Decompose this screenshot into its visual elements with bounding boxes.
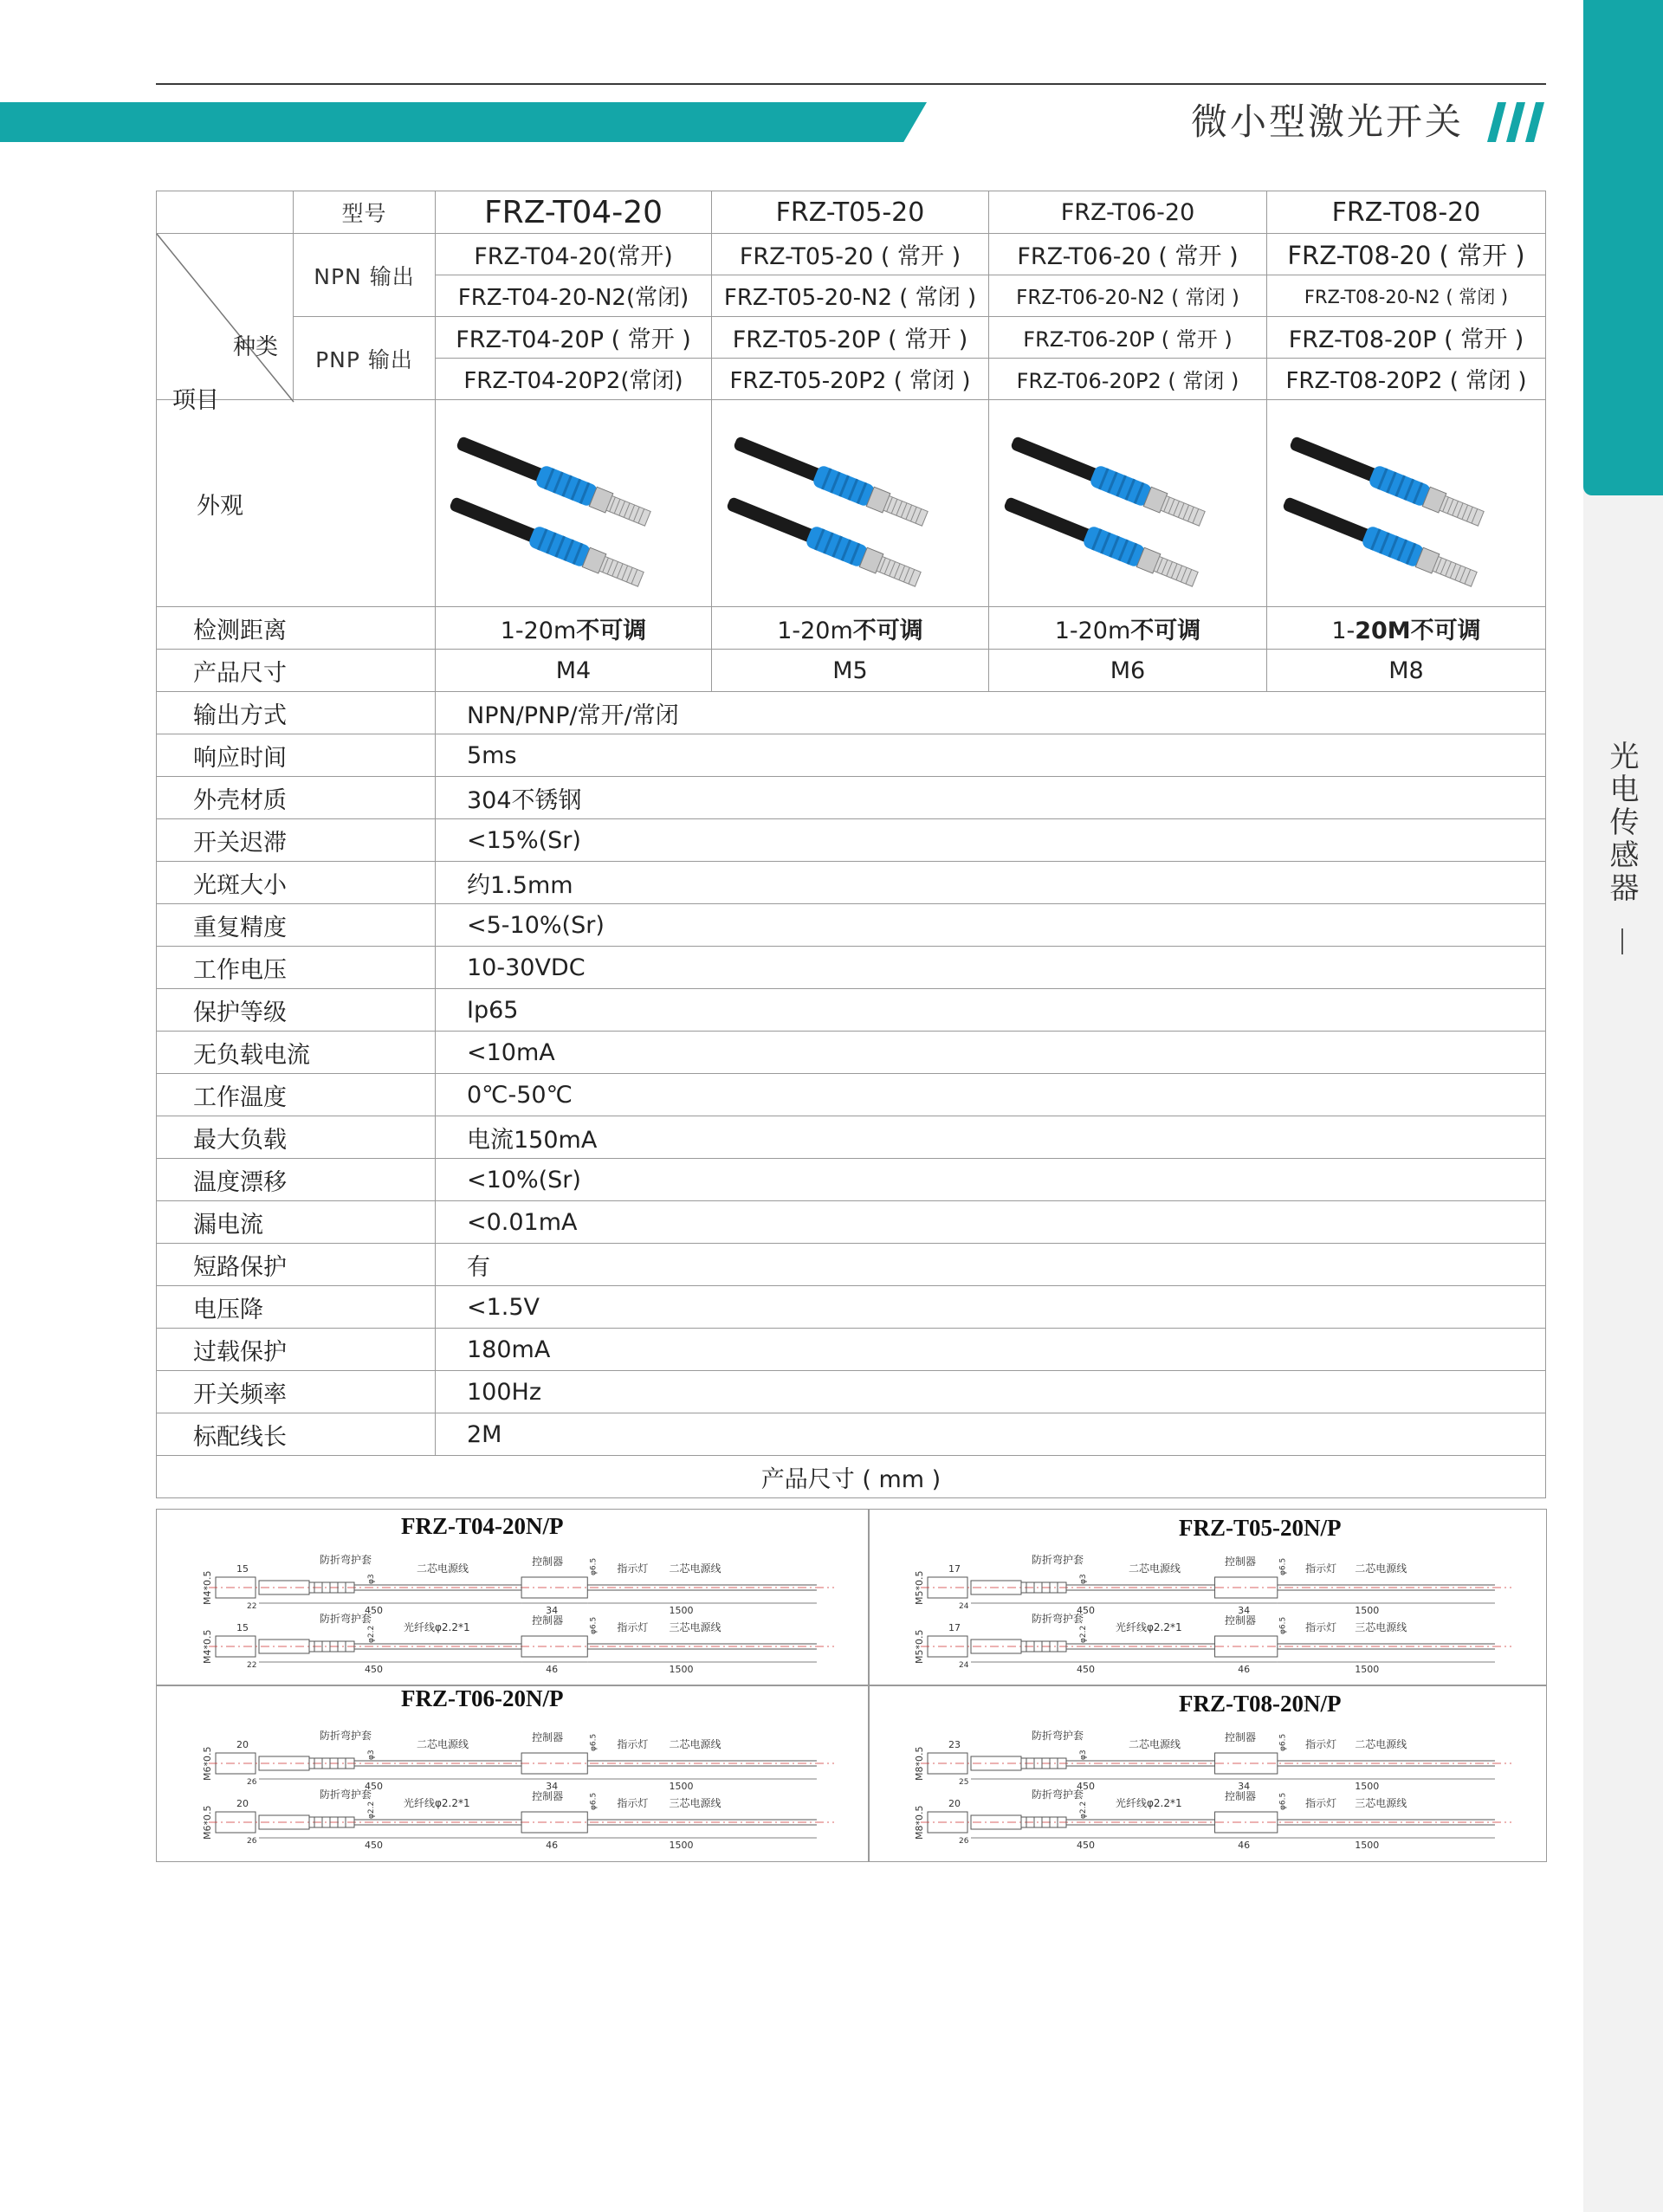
svg-text:光纤线φ2.2*1: 光纤线φ2.2*1	[404, 1797, 470, 1809]
svg-text:指示灯: 指示灯	[617, 1738, 649, 1750]
svg-text:46: 46	[1238, 1664, 1251, 1675]
spec-value: NPN/PNP/常开/常闭	[436, 692, 1546, 734]
svg-text:控制器: 控制器	[1224, 1556, 1256, 1568]
distance-value	[436, 607, 712, 650]
product-photo	[1267, 400, 1546, 607]
spec-value: 5ms	[436, 734, 1546, 777]
spec-row	[157, 1116, 1546, 1159]
svg-text:20: 20	[236, 1739, 249, 1750]
spec-label: 无负载电流	[157, 1032, 436, 1074]
svg-text:1500: 1500	[1355, 1840, 1380, 1851]
variant-cell: FRZ-T04-20P ( 常开 )	[436, 317, 712, 359]
sidebar-divider	[1621, 928, 1623, 954]
spec-row	[157, 989, 1546, 1032]
spec-row	[157, 1032, 1546, 1074]
dimension-drawing	[868, 1509, 1547, 1686]
spec-row	[157, 692, 1546, 734]
side-bar-accent	[1583, 0, 1663, 495]
svg-text:三芯电源线: 三芯电源线	[669, 1797, 721, 1809]
svg-text:防折弯护套: 防折弯护套	[1032, 1730, 1084, 1742]
variant-cell: FRZ-T04-20P2(常闭)	[436, 359, 712, 400]
product-photo	[989, 400, 1267, 607]
svg-text:φ6.5: φ6.5	[589, 1616, 599, 1634]
distance-value	[1267, 607, 1546, 650]
svg-text:450: 450	[365, 1840, 383, 1851]
spec-value: 约1.5mm	[436, 862, 1546, 904]
svg-text:φ3: φ3	[367, 1750, 376, 1760]
corner-cell	[157, 191, 294, 234]
model-name: FRZ-T04-20	[436, 191, 712, 234]
svg-text:控制器: 控制器	[1224, 1614, 1256, 1627]
svg-text:防折弯护套: 防折弯护套	[1032, 1613, 1084, 1625]
svg-text:1500: 1500	[669, 1605, 694, 1616]
laser-sensor-icon	[998, 405, 1258, 596]
svg-text:46: 46	[546, 1840, 559, 1851]
svg-text:23: 23	[948, 1739, 961, 1750]
variant-cell: FRZ-T08-20P2 ( 常闭 )	[1267, 359, 1546, 400]
spec-label: 温度漂移	[157, 1159, 436, 1201]
common-spec-rows	[157, 692, 1546, 1456]
svg-text:指示灯: 指示灯	[1305, 1738, 1337, 1750]
svg-text:26: 26	[247, 1837, 257, 1846]
svg-text:20: 20	[948, 1798, 961, 1809]
spec-label: 输出方式	[157, 692, 436, 734]
svg-text:15: 15	[236, 1563, 249, 1575]
header-band	[0, 102, 927, 142]
product-photo	[712, 400, 989, 607]
spec-row	[157, 734, 1546, 777]
model-label: 型号	[294, 191, 436, 234]
variant-cell: FRZ-T08-20P ( 常开 )	[1267, 317, 1546, 359]
spec-value: <10mA	[436, 1032, 1546, 1074]
svg-text:450: 450	[1077, 1840, 1095, 1851]
spec-label: 光斑大小	[157, 862, 436, 904]
svg-text:M5*0.5: M5*0.5	[914, 1570, 925, 1605]
variant-cell: FRZ-T06-20P ( 常开 )	[989, 317, 1267, 359]
svg-text:17: 17	[948, 1622, 961, 1633]
svg-text:M8*0.5: M8*0.5	[914, 1746, 925, 1781]
spec-value: 100Hz	[436, 1371, 1546, 1413]
svg-text:φ2.2: φ2.2	[1079, 1801, 1088, 1819]
spec-label: 电压降	[157, 1286, 436, 1329]
npn-output-label: NPN 输出	[294, 234, 436, 317]
svg-text:防折弯护套: 防折弯护套	[1032, 1788, 1084, 1801]
spec-table	[156, 191, 1546, 1498]
distance-note: 不可调	[576, 617, 647, 644]
spec-label: 短路保护	[157, 1244, 436, 1286]
svg-text:1500: 1500	[1355, 1605, 1380, 1616]
svg-text:φ2.2: φ2.2	[367, 1801, 376, 1819]
spec-label: 开关频率	[157, 1371, 436, 1413]
spec-row	[157, 1413, 1546, 1456]
variant-cell: FRZ-T05-20-N2 ( 常闭 )	[712, 275, 989, 317]
appearance-label: 外观	[157, 400, 436, 607]
svg-text:二芯电源线: 二芯电源线	[1355, 1738, 1407, 1750]
svg-text:22: 22	[247, 1602, 257, 1611]
spec-label: 开关迟滞	[157, 819, 436, 862]
spec-row	[157, 1286, 1546, 1329]
svg-text:450: 450	[1077, 1664, 1095, 1675]
svg-text:M6*0.5: M6*0.5	[202, 1805, 213, 1840]
svg-text:防折弯护套: 防折弯护套	[320, 1788, 372, 1801]
spec-value: Ip65	[436, 989, 1546, 1032]
spec-value: 10-30VDC	[436, 947, 1546, 989]
spec-label: 保护等级	[157, 989, 436, 1032]
svg-text:M6*0.5: M6*0.5	[202, 1746, 213, 1781]
spec-row	[157, 1159, 1546, 1201]
svg-text:控制器: 控制器	[532, 1731, 564, 1743]
distance-range: 1-20m	[777, 617, 853, 644]
svg-text:450: 450	[365, 1781, 383, 1792]
svg-text:三芯电源线: 三芯电源线	[669, 1621, 721, 1633]
sidebar-section-label: 光电传感器	[1604, 741, 1639, 905]
svg-text:指示灯: 指示灯	[1305, 1797, 1337, 1809]
svg-text:防折弯护套: 防折弯护套	[320, 1613, 372, 1625]
svg-text:二芯电源线: 二芯电源线	[1129, 1738, 1181, 1750]
svg-text:φ3: φ3	[1079, 1574, 1088, 1584]
variant-cell: FRZ-T05-20P ( 常开 )	[712, 317, 989, 359]
svg-text:450: 450	[1077, 1781, 1095, 1792]
svg-text:指示灯: 指示灯	[617, 1797, 649, 1809]
svg-text:φ6.5: φ6.5	[1278, 1733, 1288, 1751]
spec-value: 304不锈钢	[436, 777, 1546, 819]
svg-text:三芯电源线: 三芯电源线	[1355, 1797, 1407, 1809]
laser-sensor-icon	[721, 405, 980, 596]
svg-text:控制器: 控制器	[1224, 1790, 1256, 1802]
drawing-title: FRZ-T05-20N/P	[1179, 1515, 1342, 1541]
spec-label: 最大负载	[157, 1116, 436, 1159]
svg-text:防折弯护套: 防折弯护套	[320, 1554, 372, 1566]
svg-text:指示灯: 指示灯	[617, 1621, 649, 1633]
product-photo	[436, 400, 712, 607]
svg-text:1500: 1500	[669, 1664, 694, 1675]
variant-cell: FRZ-T06-20 ( 常开 )	[989, 234, 1267, 275]
svg-text:二芯电源线: 二芯电源线	[1355, 1562, 1407, 1575]
svg-text:φ6.5: φ6.5	[1278, 1792, 1288, 1810]
dimension-drawing	[156, 1685, 870, 1862]
svg-text:光纤线φ2.2*1: 光纤线φ2.2*1	[404, 1621, 470, 1633]
variant-cell: FRZ-T05-20 ( 常开 )	[712, 234, 989, 275]
svg-text:φ6.5: φ6.5	[1278, 1616, 1288, 1634]
svg-text:φ2.2: φ2.2	[367, 1625, 376, 1643]
svg-text:φ6.5: φ6.5	[589, 1557, 599, 1575]
item-label: 项目	[172, 387, 219, 414]
svg-text:34: 34	[1238, 1781, 1251, 1792]
svg-text:二芯电源线: 二芯电源线	[417, 1562, 469, 1575]
spec-label: 工作电压	[157, 947, 436, 989]
svg-text:22: 22	[247, 1661, 257, 1670]
variant-cell: FRZ-T08-20 ( 常开 )	[1267, 234, 1546, 275]
model-name: FRZ-T05-20	[712, 191, 989, 234]
svg-text:26: 26	[247, 1778, 257, 1787]
variant-cell: FRZ-T04-20(常开)	[436, 234, 712, 275]
variant-cell: FRZ-T04-20-N2(常闭)	[436, 275, 712, 317]
size-value: M4	[436, 650, 712, 692]
svg-text:20: 20	[236, 1798, 249, 1809]
svg-text:控制器: 控制器	[532, 1556, 564, 1568]
svg-text:控制器: 控制器	[1224, 1731, 1256, 1743]
size-value: M6	[989, 650, 1267, 692]
svg-text:25: 25	[959, 1778, 969, 1787]
variant-cell: FRZ-T06-20P2 ( 常闭 )	[989, 359, 1267, 400]
distance-note: 不可调	[852, 617, 923, 644]
svg-text:M5*0.5: M5*0.5	[914, 1629, 925, 1664]
spec-row	[157, 777, 1546, 819]
svg-text:控制器: 控制器	[532, 1790, 564, 1802]
svg-text:1500: 1500	[669, 1781, 694, 1792]
svg-text:450: 450	[365, 1664, 383, 1675]
svg-text:二芯电源线: 二芯电源线	[1129, 1562, 1181, 1575]
header-slashes-icon	[1477, 102, 1546, 142]
svg-text:46: 46	[1238, 1840, 1251, 1851]
svg-text:光纤线φ2.2*1: 光纤线φ2.2*1	[1116, 1797, 1182, 1809]
spec-row	[157, 947, 1546, 989]
spec-label: 产品尺寸	[157, 650, 436, 692]
variant-cell: FRZ-T08-20-N2 ( 常闭 )	[1267, 275, 1546, 317]
svg-text:34: 34	[546, 1605, 559, 1616]
drawing-title: FRZ-T08-20N/P	[1179, 1691, 1342, 1717]
spec-row	[157, 1201, 1546, 1244]
spec-label: 漏电流	[157, 1201, 436, 1244]
svg-text:光纤线φ2.2*1: 光纤线φ2.2*1	[1116, 1621, 1182, 1633]
svg-text:450: 450	[365, 1605, 383, 1616]
svg-text:指示灯: 指示灯	[1305, 1621, 1337, 1633]
svg-text:15: 15	[236, 1622, 249, 1633]
spec-row	[157, 819, 1546, 862]
spec-value: 电流150mA	[436, 1116, 1546, 1159]
spec-row	[157, 1074, 1546, 1116]
spec-value: <1.5V	[436, 1286, 1546, 1329]
svg-text:34: 34	[1238, 1605, 1251, 1616]
svg-text:φ6.5: φ6.5	[589, 1733, 599, 1751]
distance-value	[712, 607, 989, 650]
svg-text:二芯电源线: 二芯电源线	[417, 1738, 469, 1750]
svg-text:24: 24	[959, 1661, 969, 1670]
svg-text:指示灯: 指示灯	[1305, 1562, 1337, 1575]
svg-text:二芯电源线: 二芯电源线	[669, 1738, 721, 1750]
spec-row	[157, 862, 1546, 904]
svg-text:φ2.2: φ2.2	[1079, 1625, 1088, 1643]
svg-text:M4*0.5: M4*0.5	[202, 1570, 213, 1605]
spec-value: <10%(Sr)	[436, 1159, 1546, 1201]
distance-value	[989, 607, 1267, 650]
svg-text:防折弯护套: 防折弯护套	[1032, 1554, 1084, 1566]
spec-label: 标配线长	[157, 1413, 436, 1456]
header-rule	[156, 83, 1546, 85]
svg-text:M4*0.5: M4*0.5	[202, 1629, 213, 1664]
spec-value: 0℃-50℃	[436, 1074, 1546, 1116]
size-value: M5	[712, 650, 989, 692]
svg-text:34: 34	[546, 1781, 559, 1792]
spec-row	[157, 1329, 1546, 1371]
spec-row	[157, 904, 1546, 947]
drawing-title: FRZ-T06-20N/P	[401, 1685, 564, 1711]
drawing-title: FRZ-T04-20N/P	[401, 1513, 564, 1539]
spec-value: 2M	[436, 1413, 1546, 1456]
spec-label: 过载保护	[157, 1329, 436, 1371]
svg-text:450: 450	[1077, 1605, 1095, 1616]
spec-label: 外壳材质	[157, 777, 436, 819]
category-item-cell	[157, 234, 294, 414]
svg-text:防折弯护套: 防折弯护套	[320, 1730, 372, 1742]
svg-text:M8*0.5: M8*0.5	[914, 1805, 925, 1840]
size-value: M8	[1267, 650, 1546, 692]
spec-label: 检测距离	[157, 607, 436, 650]
svg-text:17: 17	[948, 1563, 961, 1575]
category-label: 种类	[233, 334, 279, 360]
spec-label: 响应时间	[157, 734, 436, 777]
laser-sensor-icon	[443, 405, 703, 596]
variant-cell: FRZ-T05-20P2 ( 常闭 )	[712, 359, 989, 400]
spec-label: 工作温度	[157, 1074, 436, 1116]
spec-value: 180mA	[436, 1329, 1546, 1371]
svg-text:24: 24	[959, 1602, 969, 1611]
distance-range: 1-20m	[1054, 617, 1131, 644]
svg-text:1500: 1500	[1355, 1781, 1380, 1792]
svg-text:φ3: φ3	[1079, 1750, 1088, 1760]
spec-row	[157, 1244, 1546, 1286]
model-name: FRZ-T08-20	[1267, 191, 1546, 234]
svg-text:1500: 1500	[1355, 1664, 1380, 1675]
spec-value: 有	[436, 1244, 1546, 1286]
distance-range: 1-	[1331, 617, 1356, 644]
svg-text:φ6.5: φ6.5	[1278, 1557, 1288, 1575]
spec-value: <15%(Sr)	[436, 819, 1546, 862]
svg-text:26: 26	[959, 1837, 969, 1846]
svg-text:三芯电源线: 三芯电源线	[1355, 1621, 1407, 1633]
page-title: 微小型激光开关	[1191, 100, 1465, 143]
svg-text:1500: 1500	[669, 1840, 694, 1851]
variant-cell: FRZ-T06-20-N2 ( 常闭 )	[989, 275, 1267, 317]
spec-label: 重复精度	[157, 904, 436, 947]
dimension-drawing	[868, 1685, 1547, 1862]
svg-text:φ3: φ3	[367, 1574, 376, 1584]
svg-text:指示灯: 指示灯	[617, 1562, 649, 1575]
svg-text:控制器: 控制器	[532, 1614, 564, 1627]
pnp-output-label: PNP 输出	[294, 317, 436, 400]
distance-note: 不可调	[1130, 617, 1201, 644]
svg-text:46: 46	[546, 1664, 559, 1675]
spec-row	[157, 1371, 1546, 1413]
distance-note: 20M不可调	[1355, 617, 1481, 644]
dimensions-title: 产品尺寸 ( mm )	[157, 1456, 1546, 1498]
diagonal-divider	[157, 234, 294, 402]
svg-text:φ6.5: φ6.5	[589, 1792, 599, 1810]
spec-value: <0.01mA	[436, 1201, 1546, 1244]
model-name: FRZ-T06-20	[989, 191, 1267, 234]
distance-range: 1-20m	[500, 617, 577, 644]
svg-text:二芯电源线: 二芯电源线	[669, 1562, 721, 1575]
spec-value: <5-10%(Sr)	[436, 904, 1546, 947]
dimension-drawing	[156, 1509, 870, 1686]
laser-sensor-icon	[1277, 405, 1537, 596]
